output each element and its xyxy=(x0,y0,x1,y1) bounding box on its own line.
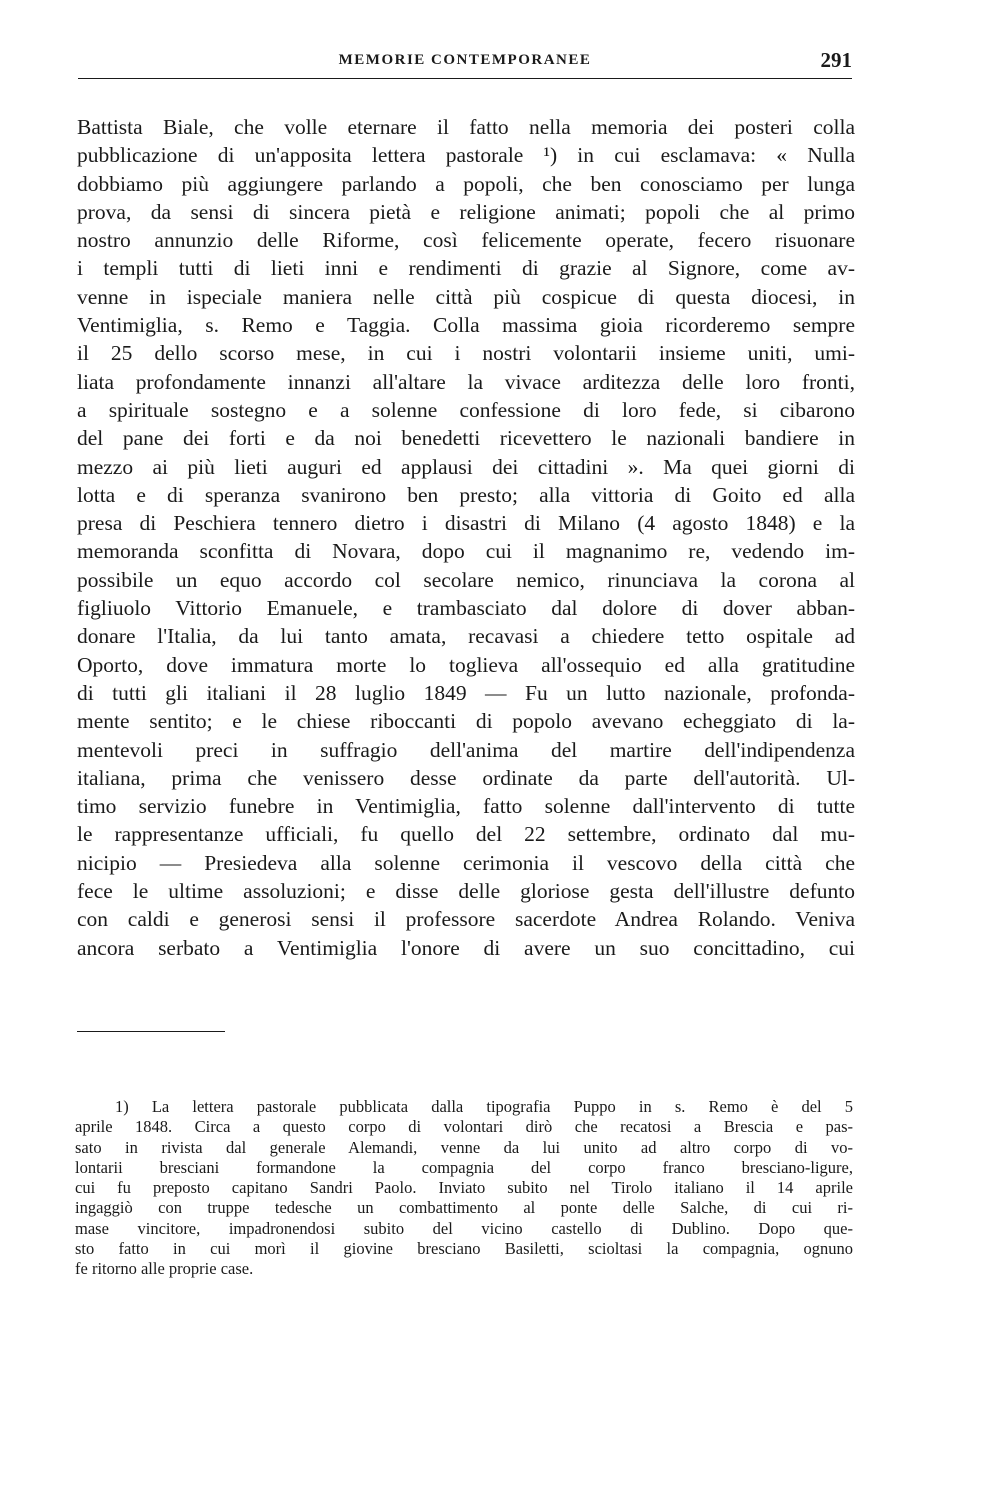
text-line: donare l'Italia, da lui tanto amata, recavasi a chiedere tetto ospitale ad xyxy=(77,624,855,649)
text-line: venne in ispeciale maniera nelle città più cospicue di questa diocesi, in xyxy=(77,284,855,309)
text-line: dobbiamo più aggiungere parlando a popoli, che ben conosciamo per lunga xyxy=(77,171,855,196)
page-number: 291 xyxy=(820,48,852,72)
text-line: timo servizio funebre in Ventimiglia, fatto solenne dall'intervento di tutte xyxy=(77,794,855,819)
text-line: mente sentito; e le chiese riboccanti di popolo avevano echeggiato di la- xyxy=(77,709,855,734)
text-line: le rappresentanze ufficiali, fu quello del 22 settembre, ordinato dal mu- xyxy=(77,822,855,847)
footnote-line: sto fatto in cui morì il giovine bresciano Basiletti, scioltasi la compagnia, ognuno xyxy=(75,1239,853,1259)
text-line: figliuolo Vittorio Emanuele, e trambasciato dal dolore di dover abban- xyxy=(77,596,855,621)
text-line: del pane dei forti e da noi benedetti ricevettero le nazionali bandiere in xyxy=(77,426,855,451)
text-line: nicipio — Presiedeva alla solenne cerimonia il vescovo della città che xyxy=(77,850,855,875)
text-line: Oporto, dove immatura morte lo toglieva all'ossequio ed alla gratitudine xyxy=(77,652,855,677)
text-line: memoranda sconfitta di Novara, dopo cui il magnanimo re, vedendo im- xyxy=(77,539,855,564)
text-line: a spirituale sostegno e a solenne confessione di loro fede, si cibarono xyxy=(77,397,855,422)
footnote-line: fe ritorno alle proprie case. xyxy=(75,1259,254,1279)
footnote-line: lontarii bresciani formandone la compagnia del corpo franco bresciano-ligure, xyxy=(75,1157,853,1177)
text-line: liata profondamente innanzi all'altare la vivace arditezza delle loro fronti, xyxy=(77,369,855,394)
text-line: con caldi e generosi sensi il professore sacerdote Andrea Rolando. Veniva xyxy=(77,907,855,932)
footnote-line: ingaggiò con truppe tedesche un combattimento al ponte delle Salche, di cui ri- xyxy=(75,1198,853,1218)
text-line: i templi tutti di lieti inni e rendimenti di grazie al Signore, come av- xyxy=(77,256,855,281)
running-header xyxy=(78,50,852,79)
text-line: mezzo ai più lieti auguri ed applausi dei cittadini ». Ma quei giorni di xyxy=(77,454,855,479)
text-line: nostro annunzio delle Riforme, così felicemente operate, fecero risuonare xyxy=(77,228,855,253)
footnote-line: sato in rivista dal generale Alemandi, venne da lui unito ad altro corpo di vo- xyxy=(75,1137,853,1157)
footnote-line: aprile 1848. Circa a questo corpo di volontari dirò che recatosi a Brescia e pas- xyxy=(75,1117,853,1137)
text-line: fece le ultime assoluzioni; e disse delle gloriose gesta dell'illustre defunto xyxy=(77,879,855,904)
running-title: MEMORIE CONTEMPORANEE xyxy=(338,52,592,68)
text-line: ancora serbato a Ventimiglia l'onore di avere un suo concittadino, cui xyxy=(77,935,855,960)
footnote-line: 1) La lettera pastorale pubblicata dalla tipografia Puppo in s. Remo è del 5 xyxy=(115,1097,853,1116)
footnote xyxy=(75,1097,853,1280)
footnote-line: mase vincitore, impadronendosi subito del vicino castello di Dublino. Dopo que- xyxy=(75,1218,853,1238)
text-line: mentevoli preci in suffragio dell'anima del martire dell'indipendenza xyxy=(77,737,855,762)
footnote-separator xyxy=(77,1031,225,1032)
text-line: presa di Peschiera tennero dietro i disastri di Milano (4 agosto 1848) e la xyxy=(77,511,855,536)
text-line: Ventimiglia, s. Remo e Taggia. Colla massima gioia ricorderemo sempre xyxy=(77,313,855,338)
text-line: italiana, prima che venissero desse ordinate da parte dell'autorità. Ul- xyxy=(77,765,855,790)
text-line: lotta e di speranza svanirono ben presto; alla vittoria di Goito ed alla xyxy=(77,482,855,507)
text-line: prova, da sensi di sincera pietà e religione animati; popoli che al primo xyxy=(77,199,855,224)
text-line: pubblicazione di un'apposita lettera pastorale ¹) in cui esclamava: « Nulla xyxy=(77,143,855,168)
text-line: possibile un equo accordo col secolare nemico, rinunciava la corona al xyxy=(77,567,855,592)
text-line: Battista Biale, che volle eternare il fatto nella memoria dei posteri colla xyxy=(77,115,855,139)
text-line: di tutti gli italiani il 28 luglio 1849 — Fu un lutto nazionale, profonda- xyxy=(77,680,855,705)
footnote-line: cui fu preposto capitano Sandri Paolo. Inviato subito nel Tirolo italiano il 14 aprile xyxy=(75,1178,853,1198)
main-text xyxy=(77,113,855,962)
text-line: il 25 dello scorso mese, in cui i nostri volontarii insieme uniti, umi- xyxy=(77,341,855,366)
